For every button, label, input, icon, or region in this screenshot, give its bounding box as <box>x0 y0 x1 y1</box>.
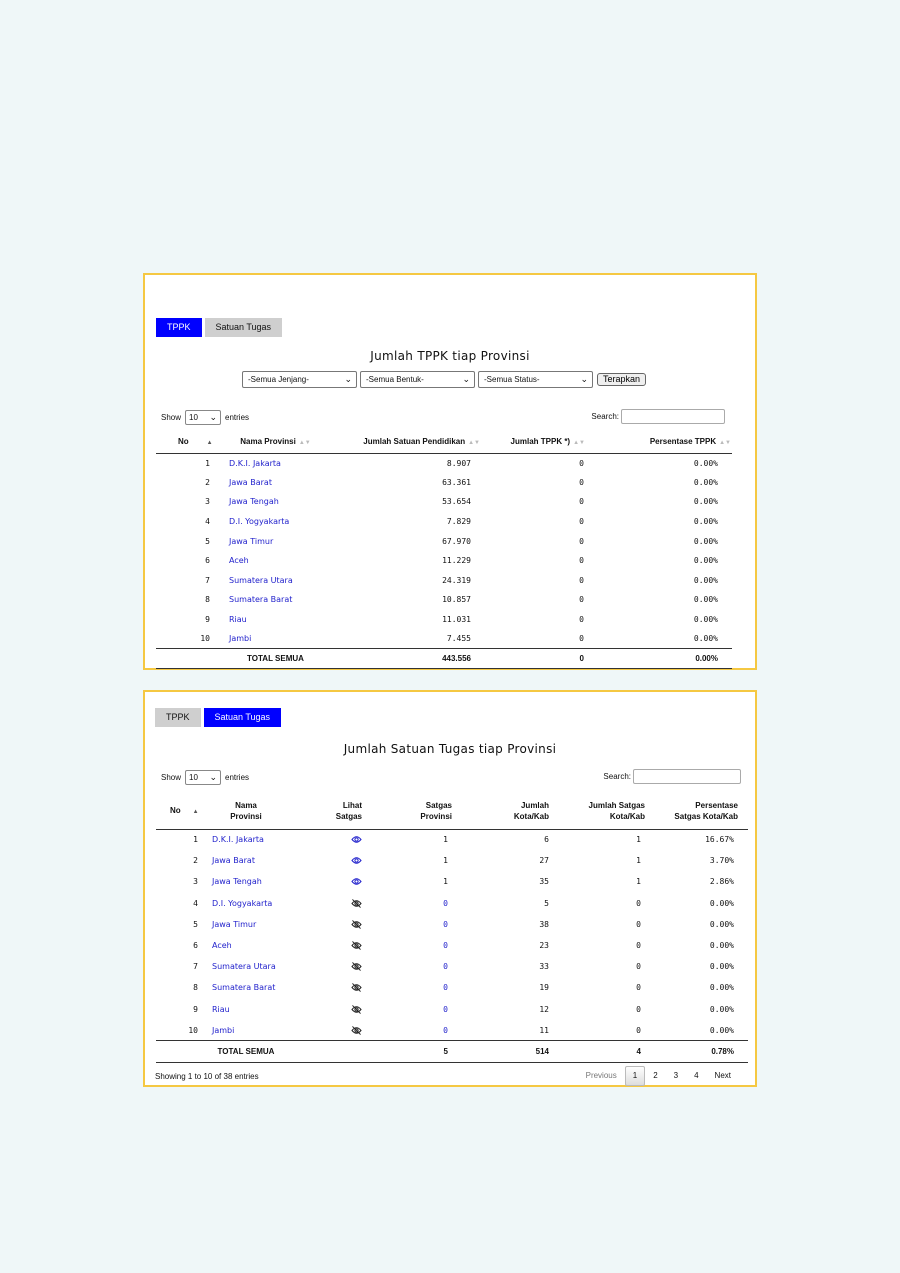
eye-icon[interactable] <box>351 877 362 886</box>
table-row <box>156 551 732 571</box>
row-no: 2 <box>193 856 198 866</box>
total-row <box>156 1041 748 1063</box>
col-persentase-tppk[interactable]: Persentase TPPK ▲▼ <box>586 431 732 453</box>
satgas-value[interactable]: 0 <box>443 898 448 908</box>
eye-slash-icon[interactable] <box>351 920 362 929</box>
row-no: 4 <box>205 517 210 527</box>
col-jumlah-satgas-kota[interactable]: Jumlah Satgas Kota/Kab <box>555 794 651 829</box>
search-label: Search: <box>591 412 619 421</box>
province-link[interactable]: Riau <box>229 615 247 625</box>
persen-value: 0.00% <box>693 536 718 546</box>
entries-select[interactable]: 10 ⌄ <box>185 410 221 425</box>
row-no: 9 <box>193 1004 198 1014</box>
tppk-table <box>156 431 732 669</box>
persen-value: 0.00% <box>693 556 718 566</box>
table-row <box>156 492 732 512</box>
tppk-value: 0 <box>579 458 584 468</box>
row-no: 5 <box>205 536 210 546</box>
jml-satgas-value: 0 <box>636 941 641 951</box>
row-no: 3 <box>193 877 198 887</box>
jml-satgas-value: 1 <box>636 877 641 887</box>
province-link[interactable]: Riau <box>212 1004 230 1014</box>
eye-slash-icon[interactable] <box>351 1005 362 1014</box>
search-input[interactable] <box>621 409 725 424</box>
show-label: Show <box>161 413 182 422</box>
row-no: 9 <box>205 615 210 625</box>
kota-value: 38 <box>539 919 549 929</box>
satgas-value: 1 <box>443 856 448 866</box>
province-link[interactable]: Jambi <box>212 1025 235 1035</box>
col-no[interactable]: No ▲ <box>156 794 204 829</box>
jml-satgas-value: 1 <box>636 835 641 845</box>
col-lihat-satgas[interactable]: Lihat Satgas <box>288 794 368 829</box>
status-select[interactable]: -Semua Status- ⌄ <box>478 371 593 388</box>
row-no: 6 <box>205 556 210 566</box>
persen-value: 0.00% <box>709 898 734 908</box>
table-row <box>156 610 732 630</box>
province-link[interactable]: D.I. Yogyakarta <box>212 898 273 908</box>
col-nama-provinsi[interactable]: Nama Provinsi ▲▼ <box>218 431 333 453</box>
entries-label: entries <box>225 413 250 422</box>
table-row <box>156 914 748 935</box>
previous-button[interactable]: Previous <box>585 1071 617 1080</box>
satuan-value: 67.970 <box>442 536 471 546</box>
filter-bar <box>242 371 646 388</box>
row-no: 8 <box>205 595 210 605</box>
satuan-value: 24.319 <box>442 575 471 585</box>
lihat-satgas-cell <box>288 935 368 956</box>
tppk-value: 0 <box>579 497 584 507</box>
satgas-value[interactable]: 0 <box>443 941 448 951</box>
row-no: 6 <box>193 941 198 951</box>
entries-label: entries <box>225 773 250 782</box>
chevron-down-icon: ⌄ <box>209 772 218 782</box>
tppk-value: 0 <box>579 477 584 487</box>
pagination <box>578 1066 739 1086</box>
satuan-value: 11.031 <box>442 615 471 625</box>
province-link[interactable]: Sumatera Barat <box>229 595 293 605</box>
kota-value: 27 <box>539 856 549 866</box>
province-link[interactable]: Sumatera Utara <box>212 962 276 972</box>
kota-value: 19 <box>539 983 549 993</box>
satgas-value: 1 <box>443 835 448 845</box>
eye-slash-icon[interactable] <box>351 962 362 971</box>
persen-value: 0.00% <box>693 634 718 644</box>
province-link[interactable]: Aceh <box>229 556 249 566</box>
tppk-value: 0 <box>579 536 584 546</box>
province-link[interactable]: Sumatera Barat <box>212 983 276 993</box>
tppk-value: 0 <box>579 615 584 625</box>
persen-value: 0.00% <box>693 477 718 487</box>
table-row <box>156 453 732 473</box>
lihat-satgas-cell <box>288 999 368 1020</box>
eye-slash-icon[interactable] <box>351 983 362 992</box>
persen-value: 2.86% <box>709 877 734 887</box>
lihat-satgas-cell <box>288 914 368 935</box>
total-label: TOTAL SEMUA <box>204 1041 288 1063</box>
entries-select[interactable]: 10 ⌄ <box>185 770 221 785</box>
lihat-satgas-cell <box>288 1020 368 1041</box>
page-button[interactable]: 1 <box>625 1066 645 1086</box>
total-satgas: 5 <box>368 1041 458 1063</box>
col-jumlah-tppk[interactable]: Jumlah TPPK *) ▲▼ <box>481 431 586 453</box>
show-label: Show <box>161 773 182 782</box>
tppk-value: 0 <box>579 556 584 566</box>
total-jml-satgas: 4 <box>555 1041 651 1063</box>
persen-value: 0.00% <box>709 919 734 929</box>
jml-satgas-value: 0 <box>636 1025 641 1035</box>
persen-value: 0.00% <box>709 1025 734 1035</box>
tab-satuan-tugas[interactable]: Satuan Tugas <box>204 708 282 727</box>
table-row <box>156 1020 748 1041</box>
province-link[interactable]: Jawa Tengah <box>229 497 279 507</box>
jml-satgas-value: 0 <box>636 983 641 993</box>
persen-value: 3.70% <box>709 856 734 866</box>
table-row <box>156 590 732 610</box>
eye-slash-icon[interactable] <box>351 899 362 908</box>
row-no: 4 <box>193 898 198 908</box>
search-area <box>603 769 741 784</box>
persen-value: 0.00% <box>709 1004 734 1014</box>
row-no: 10 <box>188 1025 198 1035</box>
persen-value: 0.00% <box>709 941 734 951</box>
row-no: 5 <box>193 919 198 929</box>
satuan-value: 7.455 <box>446 634 471 644</box>
tppk-value: 0 <box>579 517 584 527</box>
satgas-table <box>156 794 748 1063</box>
table-row <box>156 512 732 532</box>
page-title: Jumlah Satuan Tugas tiap Provinsi <box>343 742 557 756</box>
bentuk-select[interactable]: -Semua Bentuk- ⌄ <box>360 371 475 388</box>
persen-value: 0.00% <box>709 962 734 972</box>
total-satuan: 443.556 <box>333 649 481 669</box>
row-no: 7 <box>193 962 198 972</box>
col-jumlah-satuan[interactable]: Jumlah Satuan Pendidikan ▲▼ <box>333 431 481 453</box>
row-no: 3 <box>205 497 210 507</box>
table-row <box>156 531 732 551</box>
tppk-value: 0 <box>579 595 584 605</box>
table-row <box>156 977 748 998</box>
persen-value: 0.00% <box>693 595 718 605</box>
province-link[interactable]: D.K.I. Jakarta <box>212 835 264 845</box>
kota-value: 35 <box>539 877 549 887</box>
satuan-value: 10.857 <box>442 595 471 605</box>
kota-value: 12 <box>539 1004 549 1014</box>
row-no: 10 <box>200 634 210 644</box>
satuan-value: 11.229 <box>442 556 471 566</box>
lihat-satgas-cell <box>288 871 368 892</box>
row-no: 7 <box>205 575 210 585</box>
eye-slash-icon[interactable] <box>351 1026 362 1035</box>
table-row <box>156 571 732 591</box>
search-label: Search: <box>603 772 631 781</box>
tppk-panel <box>143 273 757 670</box>
eye-slash-icon[interactable] <box>351 941 362 950</box>
tppk-value: 0 <box>579 575 584 585</box>
eye-icon[interactable] <box>351 856 362 865</box>
satuan-value: 63.361 <box>442 477 471 487</box>
tppk-value: 0 <box>579 634 584 644</box>
jenjang-select[interactable]: -Semua Jenjang- ⌄ <box>242 371 357 388</box>
table-row <box>156 629 732 649</box>
tab-bar <box>156 318 282 337</box>
persen-value: 0.00% <box>693 458 718 468</box>
col-satgas-provinsi[interactable]: Satgas Provinsi <box>368 794 458 829</box>
chevron-down-icon: ⌄ <box>209 412 218 422</box>
total-label: TOTAL SEMUA <box>218 649 333 669</box>
persen-value: 16.67% <box>705 835 734 845</box>
total-persen: 0.78% <box>651 1041 748 1063</box>
page-button[interactable]: 4 <box>694 1071 699 1080</box>
col-persentase-satgas[interactable]: Persentase Satgas Kota/Kab <box>651 794 748 829</box>
satgas-value: 1 <box>443 877 448 887</box>
chevron-down-icon: ⌄ <box>580 374 588 384</box>
search-area <box>591 409 725 424</box>
province-link[interactable]: D.I. Yogyakarta <box>229 517 290 527</box>
satgas-value[interactable]: 0 <box>443 962 448 972</box>
persen-value: 0.00% <box>693 517 718 527</box>
satgas-value[interactable]: 0 <box>443 919 448 929</box>
table-info: Showing 1 to 10 of 38 entries <box>155 1072 259 1081</box>
satgas-value[interactable]: 0 <box>443 1004 448 1014</box>
kota-value: 6 <box>544 835 549 845</box>
row-no: 2 <box>205 477 210 487</box>
jml-satgas-value: 0 <box>636 962 641 972</box>
table-row <box>156 893 748 914</box>
eye-icon[interactable] <box>351 835 362 844</box>
apply-button[interactable]: Terapkan <box>597 373 646 386</box>
kota-value: 5 <box>544 898 549 908</box>
total-persen: 0.00% <box>586 649 732 669</box>
search-input[interactable] <box>633 769 741 784</box>
total-kota: 514 <box>458 1041 555 1063</box>
lihat-satgas-cell <box>288 893 368 914</box>
entries-length <box>161 770 249 785</box>
total-row <box>156 649 732 669</box>
kota-value: 33 <box>539 962 549 972</box>
row-no: 1 <box>193 835 198 845</box>
lihat-satgas-cell <box>288 829 368 850</box>
lihat-satgas-cell <box>288 850 368 871</box>
table-row <box>156 871 748 892</box>
province-link[interactable]: Jawa Barat <box>229 477 272 487</box>
jml-satgas-value: 0 <box>636 1004 641 1014</box>
lihat-satgas-cell <box>288 956 368 977</box>
satuan-value: 7.829 <box>446 517 471 527</box>
table-row <box>156 473 732 493</box>
col-jumlah-kota[interactable]: Jumlah Kota/Kab <box>458 794 555 829</box>
jml-satgas-value: 1 <box>636 856 641 866</box>
province-link[interactable]: Jambi <box>229 634 252 644</box>
satgas-value[interactable]: 0 <box>443 983 448 993</box>
persen-value: 0.00% <box>693 497 718 507</box>
persen-value: 0.00% <box>709 983 734 993</box>
province-link[interactable]: Aceh <box>212 941 232 951</box>
province-link[interactable]: D.K.I. Jakarta <box>229 458 281 468</box>
col-no[interactable]: No ▲ <box>156 431 218 453</box>
next-button[interactable]: Next <box>714 1071 731 1080</box>
table-row <box>156 956 748 977</box>
page-button[interactable]: 3 <box>673 1071 679 1080</box>
total-tppk: 0 <box>481 649 586 669</box>
province-link[interactable]: Sumatera Utara <box>229 575 293 585</box>
persen-value: 0.00% <box>693 575 718 585</box>
entries-length <box>161 410 249 425</box>
satgas-panel <box>143 690 757 1087</box>
jml-satgas-value: 0 <box>636 919 641 929</box>
chevron-down-icon: ⌄ <box>344 374 352 384</box>
chevron-down-icon: ⌄ <box>462 374 470 384</box>
satuan-value: 8.907 <box>446 458 471 468</box>
persen-value: 0.00% <box>693 615 718 625</box>
tab-tppk[interactable]: TPPK <box>156 318 202 337</box>
lihat-satgas-cell <box>288 977 368 998</box>
tab-tppk[interactable]: TPPK <box>155 708 201 727</box>
row-no: 8 <box>193 983 198 993</box>
satuan-value: 53.654 <box>442 497 471 507</box>
kota-value: 11 <box>539 1025 549 1035</box>
province-link[interactable]: Jawa Barat <box>212 856 255 866</box>
province-link[interactable]: Jawa Tengah <box>212 877 262 887</box>
tab-satuan-tugas[interactable]: Satuan Tugas <box>205 318 283 337</box>
table-row <box>156 999 748 1020</box>
kota-value: 23 <box>539 941 549 951</box>
province-link[interactable]: Jawa Timur <box>212 919 257 929</box>
jml-satgas-value: 0 <box>636 898 641 908</box>
satgas-value[interactable]: 0 <box>443 1025 448 1035</box>
tab-bar <box>155 708 281 727</box>
page-button[interactable]: 2 <box>653 1071 658 1080</box>
col-nama-provinsi[interactable]: Nama Provinsi <box>204 794 288 829</box>
table-row <box>156 829 748 850</box>
table-row <box>156 935 748 956</box>
province-link[interactable]: Jawa Timur <box>229 536 274 546</box>
row-no: 1 <box>205 458 210 468</box>
table-row <box>156 850 748 871</box>
page-title: Jumlah TPPK tiap Provinsi <box>370 349 530 363</box>
